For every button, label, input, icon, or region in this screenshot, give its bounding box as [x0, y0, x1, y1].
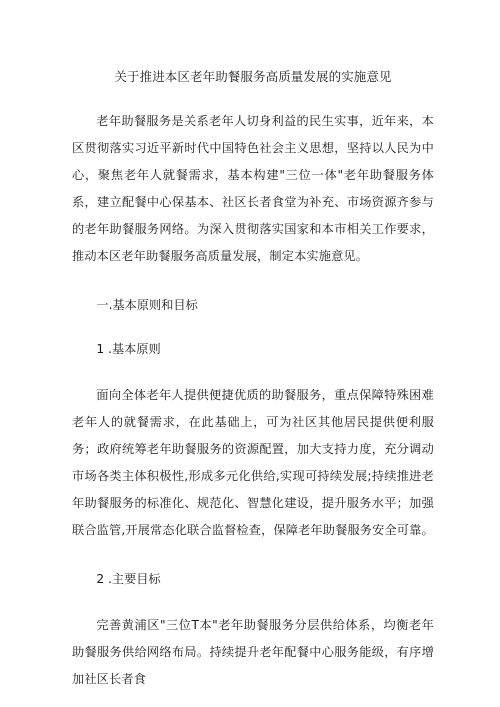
subsection-heading-principles: 1 .基本原则 — [96, 342, 161, 356]
intro-paragraph: 老年助餐服务是关系老年人切身利益的民生实事，近年来，本区贯彻落实习近平新时代中国特色社会主义思想，坚持以人民为中心，聚焦老年人就餐需求，基本构建"三位一体"老年助餐服务体系，建立配餐中心保基本、社区长者食堂为补充、市场资源齐参与的老年助餐服务网络。为深入贯彻落实国家和本市相关工作要求，推动本区老年助餐服务高质量发展，制定本实施意见。 — [72, 114, 434, 263]
principles-paragraph: 面向全体老年人提供便捷优质的助餐服务，重点保障特殊困难老年人的就餐需求，在此基础上，可为社区其他居民提供便利服务；政府统筹老年助餐服务的资源配置，加大支持力度，充分调动市场各类主体积极性,形成多元化供给,实现可持续发展;持续推进老年助餐服务的标准化、规范化、智慧化建设，提升服务水平；加强联合监管,开展常态化联合监督检查，保障老年助餐服务安全可靠。 — [72, 388, 434, 537]
goals-paragraph: 完善黄浦区"三位T本"老年助餐服务分层供给体系，均衡老年助餐服务供给网络布局。持续提升老年配餐中心服务能级，有序增加社区长者食 — [72, 618, 434, 686]
subsection-heading-goals: 2 .主要目标 — [96, 572, 161, 586]
document-title: 关于推进本区老年助餐服务高质量发展的实施意见 — [114, 69, 392, 84]
section-heading-principles-goals: 一.基本原则和目标 — [96, 298, 198, 312]
